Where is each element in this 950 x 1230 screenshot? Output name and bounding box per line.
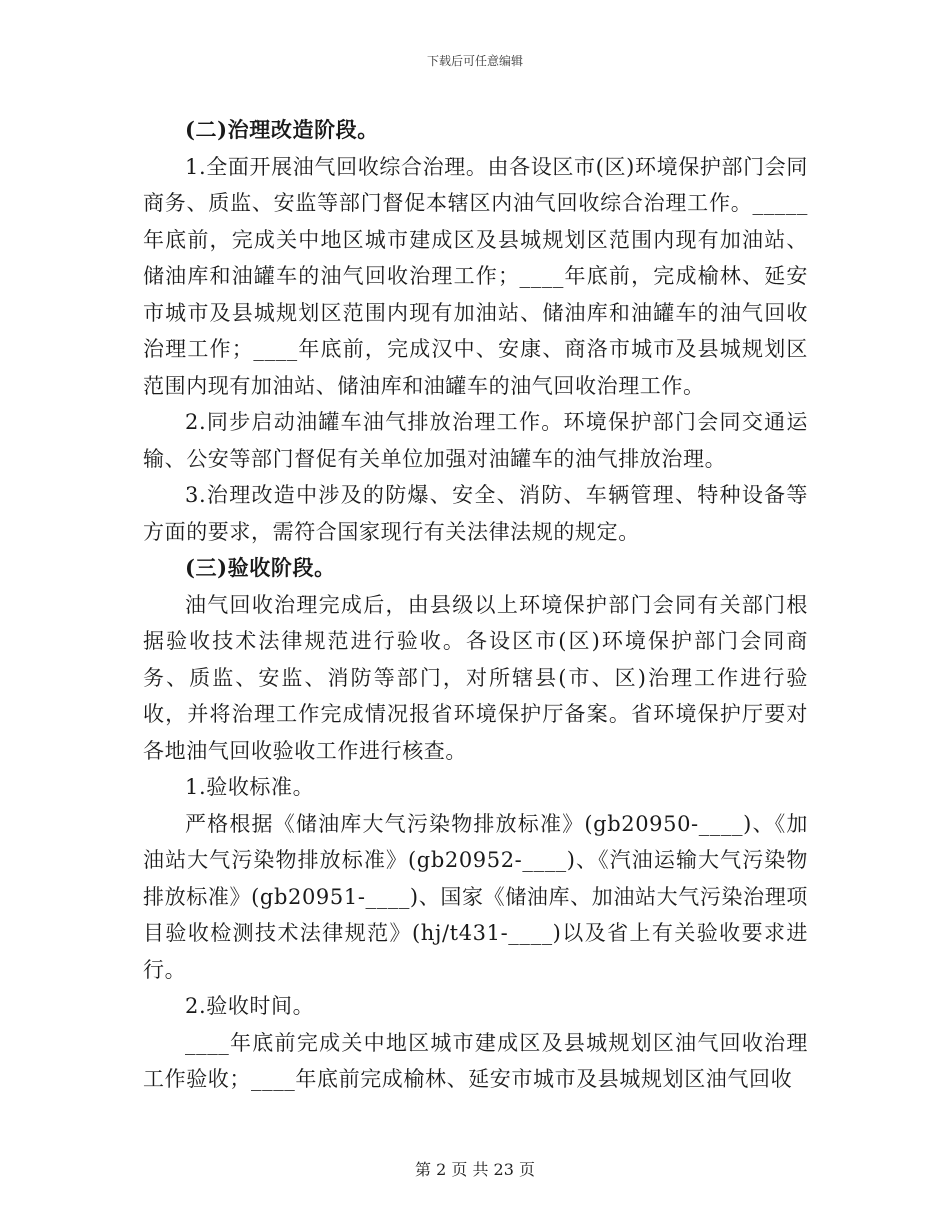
section-heading-acceptance: (三)验收阶段。 bbox=[185, 555, 336, 580]
paragraph-timing: ____年底前完成关中地区城市建成区及县城规划区油气回收治理工作验收；____年底前完成榆林、延安市城市及县城规划区油气回收 bbox=[143, 1030, 808, 1091]
paragraph-item-1: 1.全面开展油气回收综合治理。由各设区市(区)环境保护部门会同商务、质监、安监等部门督促本辖区内油气回收综合治理工作。_____年底前，完成关中地区城市建成区及县城规划区范围内现有加油站、储油库和油罐车的油气回收治理工作；____年底前，完成榆林、延安市城市及县城规划区范围内现有加油站、储油库和油罐车的油气回收治理工作；____年底前，完成汉中、安康、商洛市城市及县城规划区范围内现有加油站、储油库和油罐车的油气回收治理工作。 bbox=[143, 154, 808, 398]
page-number-footer: 第 2 页 共 23 页 bbox=[415, 1160, 535, 1179]
section-heading-governance: (二)治理改造阶段。 bbox=[185, 117, 379, 142]
paragraph-item-3: 3.治理改造中涉及的防爆、安全、消防、车辆管理、特种设备等方面的要求，需符合国家现行有关法律法规的规定。 bbox=[143, 483, 808, 544]
document-body bbox=[143, 112, 808, 1098]
page-header-note: 下载后可任意编辑 bbox=[426, 54, 523, 68]
paragraph-item-2: 2.同步启动油罐车油气排放治理工作。环境保护部门会同交通运输、公安等部门督促有关单位加强对油罐车的油气排放治理。 bbox=[143, 410, 808, 471]
subheading-standards: 1.验收标准。 bbox=[185, 775, 315, 799]
subheading-timing: 2.验收时间。 bbox=[185, 994, 315, 1018]
paragraph-acceptance-intro: 油气回收治理完成后，由县级以上环境保护部门会同有关部门根据验收技术法律规范进行验收。各设区市(区)环境保护部门会同商务、质监、安监、消防等部门，对所辖县(市、区)治理工作进行验收，并将治理工作完成情况报省环境保护厅备案。省环境保护厅要对各地油气回收验收工作进行核查。 bbox=[143, 592, 808, 763]
paragraph-standards: 严格根据《储油库大气污染物排放标准》(gb20950-____)、《加油站大气污染物排放标准》(gb20952-____)、《汽油运输大气污染物排放标准》(gb20951-____)、国家《储油库、加油站大气污染治理项目验收检测技术法律规范》(hj/t431-____)以及省上有关验收要求进行。 bbox=[143, 811, 808, 982]
